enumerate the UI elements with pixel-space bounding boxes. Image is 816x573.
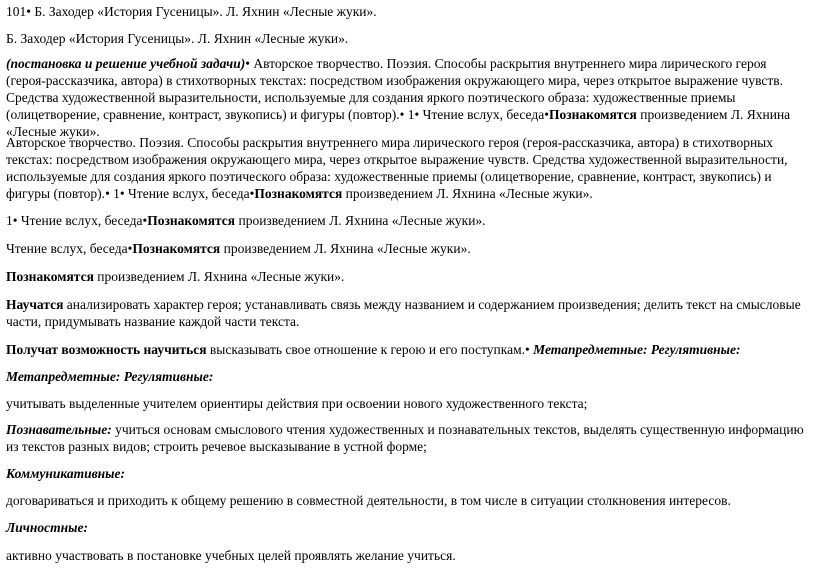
outcome-verb: Познакомятся xyxy=(548,107,637,122)
opportunity-paragraph xyxy=(6,341,806,358)
activity-text: Чтение вслух, беседа xyxy=(124,186,250,201)
personal-text-paragraph xyxy=(6,547,806,564)
communicative-heading xyxy=(6,465,806,482)
regulatory-text: учитывать выделенные учителем ориентиры действия при освоении нового художественного текста; xyxy=(6,396,588,411)
bullet-icon: • xyxy=(245,56,251,71)
activity-text: Чтение вслух, беседа xyxy=(17,213,143,228)
outcome-paragraph xyxy=(6,268,806,285)
outcome-verb: Познакомятся xyxy=(254,186,343,201)
lesson-title-paragraph xyxy=(6,30,806,47)
bullet-icon: • xyxy=(127,241,133,256)
bullet-icon: • xyxy=(414,107,420,122)
activity-text: Чтение вслух, беседа xyxy=(6,241,128,256)
communicative-text: договариваться и приходить к общему решению в совместной деятельности, в том числе в ситуации столкновения интересов. xyxy=(6,493,731,508)
hours-number: 1 xyxy=(109,186,120,201)
learn-verb: Научатся xyxy=(6,297,64,312)
outcome-verb: Познакомятся xyxy=(147,213,236,228)
lesson-title-text: Б. Заходер «История Гусеницы». Л. Яхнин «Лесные жуки». xyxy=(6,31,349,46)
communicative-text-paragraph xyxy=(6,492,806,509)
bullet-icon: • xyxy=(249,186,255,201)
lesson-title: Б. Заходер «История Гусеницы». Л. Яхнин «Лесные жуки». xyxy=(30,4,377,19)
hours-number: 1 xyxy=(404,107,415,122)
activity-text: Чтение вслух, беседа xyxy=(419,107,545,122)
outcome-text: произведением Л. Яхнина «Лесные жуки». xyxy=(6,107,791,139)
bullet-icon: • xyxy=(525,342,530,357)
activity-paragraph xyxy=(6,240,806,257)
personal-heading xyxy=(6,519,806,536)
regulatory-text-paragraph xyxy=(6,395,806,412)
outcome-verb: Познакомятся xyxy=(6,269,94,284)
bullet-icon: • xyxy=(399,107,405,122)
outcome-text: произведением Л. Яхнина «Лесные жуки». xyxy=(342,186,593,201)
cognitive-label: Познавательные: xyxy=(6,422,112,437)
lesson-number: 101 xyxy=(6,4,27,19)
content-text: Авторское творчество. Поэзия. Способы раскрытия внутреннего мира лирического героя (героя-рассказчика, автора) в стихотворных текстах: посредством изображения окружающего мира, через открытое выражение чувств. Средства художественной выразительности, используемые для создания яркого поэтического образа: художественные приемы (олицетворение, сравнение, контраст, звукопись) и фигуры (повтор). xyxy=(6,135,788,201)
personal-label: Личностные: xyxy=(6,520,88,535)
bullet-icon: • xyxy=(142,213,148,228)
opportunity-verb: Получат возможность научиться xyxy=(6,342,207,357)
cognitive-paragraph xyxy=(6,421,806,455)
content-paragraph xyxy=(6,134,806,202)
outcome-text: произведением Л. Яхнина «Лесные жуки». xyxy=(93,269,345,284)
lesson-content-paragraph xyxy=(6,55,806,140)
lesson-content-text: Авторское творчество. Поэзия. Способы раскрытия внутреннего мира лирического героя (героя-рассказчика, автора) в стихотворных текстах: посредством изображения окружающего мира, через открытое выражение чувств. Средства художественной выразительности, используемые для создания яркого поэтического образа: художественные приемы (олицетворение, сравнение, контраст, звукопись) и фигуры (повтор). xyxy=(6,56,784,122)
outcome-text: произведением Л. Яхнина «Лесные жуки». xyxy=(235,213,486,228)
communicative-label: Коммуникативные: xyxy=(6,466,126,481)
metasubject-label: Метапредметные: Регулятивные: xyxy=(6,369,214,384)
metasubject-heading xyxy=(6,368,806,385)
bullet-icon: • xyxy=(105,186,110,201)
bullet-icon: • xyxy=(119,186,125,201)
learning-outcomes-paragraph xyxy=(6,296,806,330)
outcome-text: произведением Л. Яхнина «Лесные жуки». xyxy=(220,241,471,256)
opportunity-text: высказывать свое отношение к герою и его поступкам. xyxy=(206,342,526,357)
lesson-type-label: (постановка и решение учебной задачи) xyxy=(6,56,246,71)
learn-text: анализировать характер героя; устанавливать связь между названием и содержанием произведения; делить текст на смысловые части, придумывать название каждой части текста. xyxy=(6,297,801,329)
lesson-heading-line xyxy=(6,3,806,20)
bullet-icon: • xyxy=(12,213,18,228)
personal-text: активно участвовать в постановке учебных целей проявлять желание учиться. xyxy=(6,548,456,563)
hours-number: 1 xyxy=(6,213,13,228)
bullet-icon: • xyxy=(26,4,31,19)
outcome-verb: Познакомятся xyxy=(132,241,221,256)
bullet-icon: • xyxy=(544,107,549,122)
hours-activity-paragraph xyxy=(6,212,806,229)
metasubject-label: Метапредметные: Регулятивные: xyxy=(529,342,741,357)
cognitive-text: учиться основам смыслового чтения художественных и познавательных текстов, выделять существенную информацию из текстов разных видов; строить речевое высказывание в устной форме; xyxy=(6,422,804,454)
